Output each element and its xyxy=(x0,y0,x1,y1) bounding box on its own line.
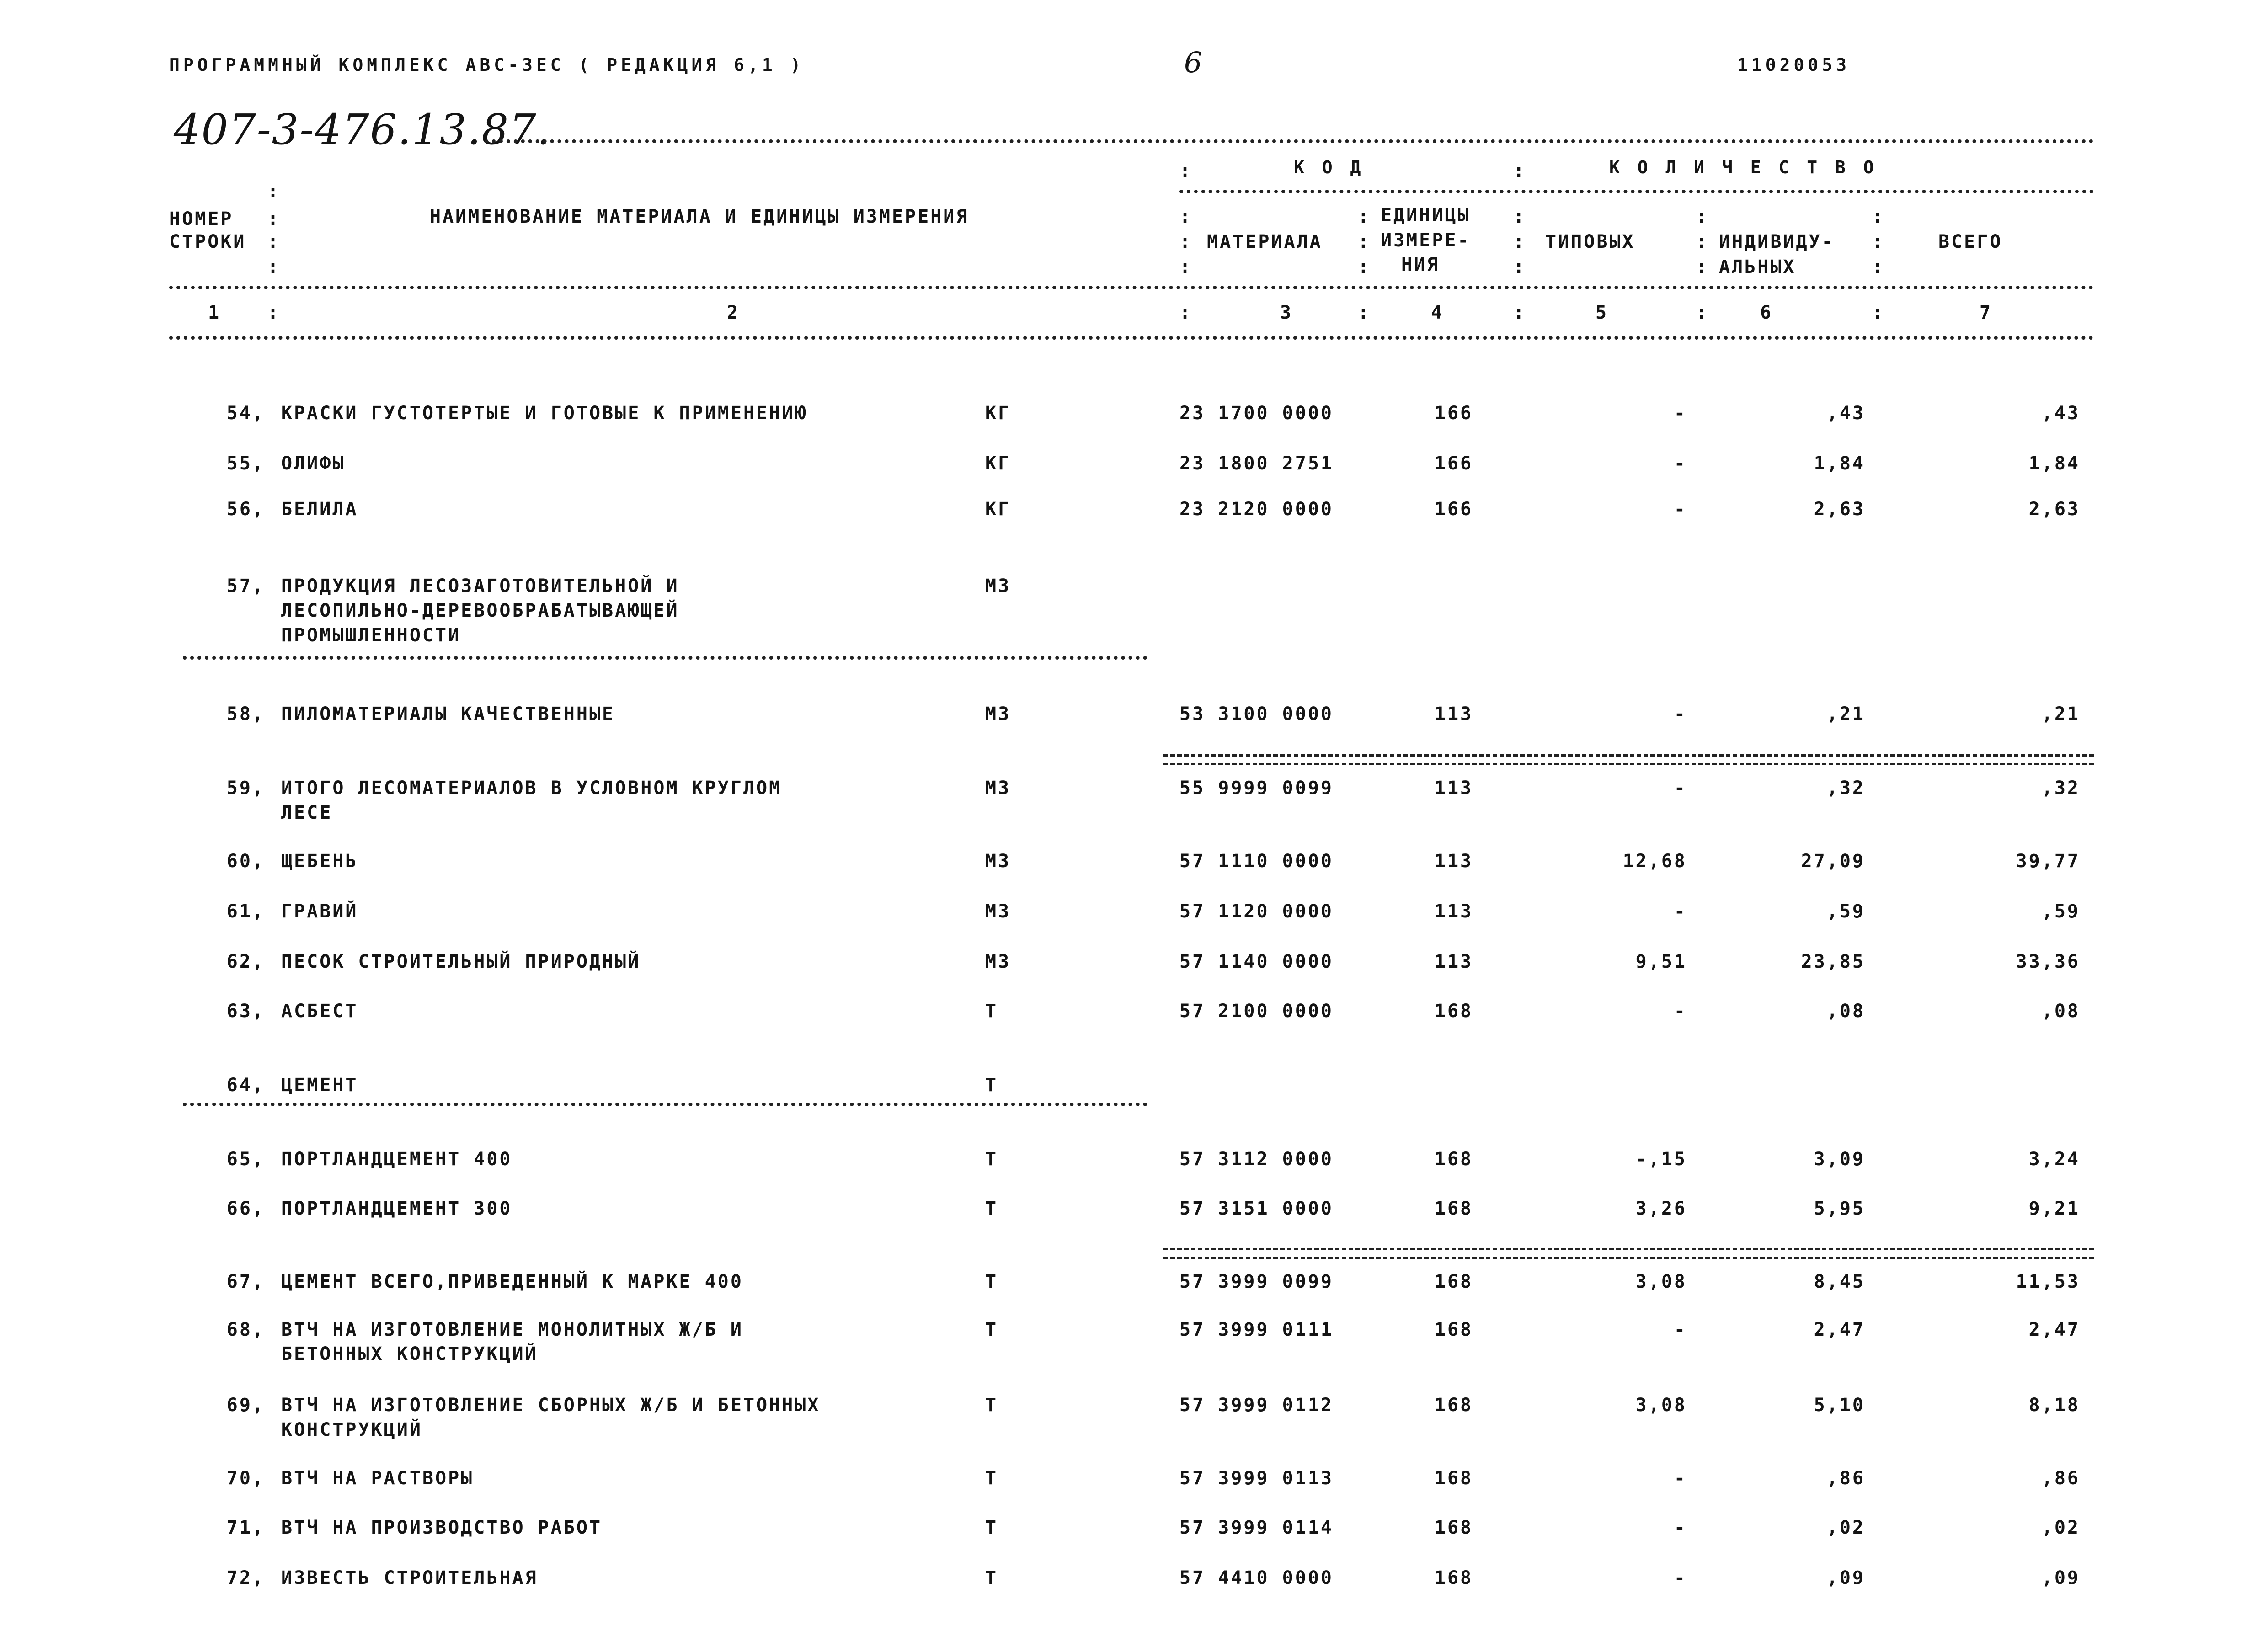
row-total: ,08 xyxy=(2041,1001,2080,1022)
row-individual: 2,47 xyxy=(1814,1319,1865,1340)
row-total: 3,24 xyxy=(2028,1149,2080,1170)
row-typical: - xyxy=(1674,453,1687,474)
separator: : xyxy=(1696,302,1709,323)
row-material-code: 57 1140 0000 xyxy=(1179,951,1334,972)
row-unit: М3 xyxy=(985,576,1011,597)
col-individual-label-2: АЛЬНЫХ xyxy=(1719,256,1796,277)
separator: : xyxy=(1179,256,1193,277)
separator: : xyxy=(1358,206,1371,227)
row-measure-code: 168 xyxy=(1434,1271,1473,1292)
group-code-label: К О Д xyxy=(1294,157,1365,177)
row-total: 2,47 xyxy=(2028,1319,2080,1340)
col-number-label-1: НОМЕР xyxy=(169,208,234,229)
row-measure-code: 113 xyxy=(1434,901,1473,922)
col-measure-label-3: НИЯ xyxy=(1401,254,1440,275)
row-unit: М3 xyxy=(985,704,1011,725)
row-name: ПЕСОК СТРОИТЕЛЬНЫЙ ПРИРОДНЫЙ xyxy=(281,951,641,972)
document-code: 11020053 xyxy=(1737,55,1851,75)
row-unit: Т xyxy=(985,1395,998,1416)
row-individual: 2,63 xyxy=(1814,499,1865,520)
row-unit: Т xyxy=(985,1075,998,1096)
row-typical: - xyxy=(1674,1517,1687,1538)
row-total: ,86 xyxy=(2041,1468,2080,1489)
row-measure-code: 168 xyxy=(1434,1468,1473,1489)
row-total: ,59 xyxy=(2041,901,2080,922)
separator: : xyxy=(1358,256,1371,277)
col-number-1: 1 xyxy=(208,302,221,323)
row-unit: Т xyxy=(985,1149,998,1170)
header-rule-mid xyxy=(1179,190,2094,193)
row-individual: ,32 xyxy=(1826,778,1865,799)
row-number: 66, xyxy=(226,1198,265,1219)
row-typical: 3,08 xyxy=(1635,1271,1687,1292)
separator: : xyxy=(1696,231,1709,252)
row-number: 62, xyxy=(226,951,265,972)
row-name: ПОРТЛАНДЦЕМЕНТ 300 xyxy=(281,1198,512,1219)
separator: : xyxy=(1513,206,1526,227)
col-measure-label-2: ИЗМЕРЕ- xyxy=(1381,230,1471,251)
row-material-code: 57 1110 0000 xyxy=(1179,851,1334,872)
row-measure-code: 113 xyxy=(1434,851,1473,872)
row-material-code: 53 3100 0000 xyxy=(1179,704,1334,725)
row-number: 58, xyxy=(226,704,265,725)
col-number-3: 3 xyxy=(1280,302,1293,323)
separator: : xyxy=(1872,256,1885,277)
row-measure-code: 168 xyxy=(1434,1149,1473,1170)
row-individual: ,43 xyxy=(1826,403,1865,424)
row-name: ЦЕМЕНТ ВСЕГО,ПРИВЕДЕННЫЙ К МАРКЕ 400 xyxy=(281,1271,743,1292)
row-total: ,21 xyxy=(2041,704,2080,725)
row-typical: 3,08 xyxy=(1635,1395,1687,1416)
row-unit: Т xyxy=(985,1001,998,1022)
header-rule-lower xyxy=(169,286,2094,289)
separator: : xyxy=(1513,302,1526,323)
separator: : xyxy=(1513,160,1526,181)
row-number: 56, xyxy=(226,499,265,520)
row-typical: - xyxy=(1674,1468,1687,1489)
row-name-continued: ЛЕСОПИЛЬНО-ДЕРЕВООБРАБАТЫВАЮЩЕЙ xyxy=(281,600,679,621)
row-material-code: 23 1800 2751 xyxy=(1179,453,1334,474)
row-unit: Т xyxy=(985,1198,998,1219)
row-total: 9,21 xyxy=(2028,1198,2080,1219)
row-unit: Т xyxy=(985,1517,998,1538)
separator: : xyxy=(267,231,281,252)
program-title: ПРОГРАММНЫЙ КОМПЛЕКС АВС-ЗЕС ( РЕДАКЦИЯ 6,1 ) xyxy=(169,55,805,75)
row-measure-code: 113 xyxy=(1434,951,1473,972)
row-name: ИТОГО ЛЕСОМАТЕРИАЛОВ В УСЛОВНОМ КРУГЛОМ xyxy=(281,778,782,799)
row-material-code: 57 3112 0000 xyxy=(1179,1149,1334,1170)
row-material-code: 57 1120 0000 xyxy=(1179,901,1334,922)
row-material-code: 57 3999 0114 xyxy=(1179,1517,1334,1538)
separator: : xyxy=(267,181,281,202)
row-material-code: 57 3999 0113 xyxy=(1179,1468,1334,1489)
row-name-continued: БЕТОННЫХ КОНСТРУКЦИЙ xyxy=(281,1343,538,1365)
col-number-2: 2 xyxy=(727,302,740,323)
row-number: 59, xyxy=(226,778,265,799)
row-unit: КГ xyxy=(985,499,1011,520)
separator: : xyxy=(1358,231,1371,252)
row-name-continued: ПРОМЫШЛЕННОСТИ xyxy=(281,625,461,646)
row-name-continued: КОНСТРУКЦИЙ xyxy=(281,1419,422,1440)
row-typical: 3,26 xyxy=(1635,1198,1687,1219)
row-typical: - xyxy=(1674,403,1687,424)
separator: : xyxy=(1872,206,1885,227)
row-individual: 1,84 xyxy=(1814,453,1865,474)
row-material-code: 23 1700 0000 xyxy=(1179,403,1334,424)
row-total: 11,53 xyxy=(2016,1271,2080,1292)
row-typical: - xyxy=(1674,499,1687,520)
row-individual: 5,95 xyxy=(1814,1198,1865,1219)
row-material-code: 23 2120 0000 xyxy=(1179,499,1334,520)
row-measure-code: 168 xyxy=(1434,1319,1473,1340)
col-number-6: 6 xyxy=(1760,302,1773,323)
row-name: ПИЛОМАТЕРИАЛЫ КАЧЕСТВЕННЫЕ xyxy=(281,704,615,725)
row-total: ,02 xyxy=(2041,1517,2080,1538)
row-individual: ,86 xyxy=(1826,1468,1865,1489)
row-total: 2,63 xyxy=(2028,499,2080,520)
row-number: 67, xyxy=(226,1271,265,1292)
row-typical: - xyxy=(1674,1001,1687,1022)
page-number: 6 xyxy=(1184,46,1202,79)
row-name: ОЛИФЫ xyxy=(281,453,346,474)
row-name: ГРАВИЙ xyxy=(281,901,358,922)
row-individual: 5,10 xyxy=(1814,1395,1865,1416)
row-number: 65, xyxy=(226,1149,265,1170)
row-unit: КГ xyxy=(985,453,1011,474)
row-total: 1,84 xyxy=(2028,453,2080,474)
separator: : xyxy=(1696,206,1709,227)
col-number-label-2: СТРОКИ xyxy=(169,231,246,252)
separator: : xyxy=(1358,302,1371,323)
handwritten-reference: 407-3-476.13.87. xyxy=(174,105,551,154)
separator: : xyxy=(1696,256,1709,277)
row-typical: - xyxy=(1674,778,1687,799)
row-individual: ,21 xyxy=(1826,704,1865,725)
row-total: 8,18 xyxy=(2028,1395,2080,1416)
row-name: ВТЧ НА ИЗГОТОВЛЕНИЕ СБОРНЫХ Ж/Б И БЕТОННЫХ xyxy=(281,1395,821,1416)
row-name: ЦЕМЕНТ xyxy=(281,1075,358,1096)
row-unit: М3 xyxy=(985,851,1011,872)
separator: : xyxy=(1179,302,1193,323)
header-rule-bottom xyxy=(169,336,2094,340)
group-quantity-label: К О Л И Ч Е С Т В О xyxy=(1609,157,1878,177)
separator: : xyxy=(1179,160,1193,181)
separator: : xyxy=(1872,231,1885,252)
row-typical: -,15 xyxy=(1635,1149,1687,1170)
col-total-label: ВСЕГО xyxy=(1938,231,2003,252)
row-number: 71, xyxy=(226,1517,265,1538)
separator: : xyxy=(267,256,281,277)
row-material-code: 57 3999 0112 xyxy=(1179,1395,1334,1416)
row-unit: КГ xyxy=(985,403,1011,424)
row-number: 64, xyxy=(226,1075,265,1096)
separator: : xyxy=(1872,302,1885,323)
row-measure-code: 113 xyxy=(1434,704,1473,725)
row-name: ПРОДУКЦИЯ ЛЕСОЗАГОТОВИТЕЛЬНОЙ И xyxy=(281,576,679,597)
row-material-code: 55 9999 0099 xyxy=(1179,778,1334,799)
row-name: БЕЛИЛА xyxy=(281,499,358,520)
row-material-code: 57 3999 0111 xyxy=(1179,1319,1334,1340)
row-name: ВТЧ НА ПРОИЗВОДСТВО РАБОТ xyxy=(281,1517,603,1538)
row-material-code: 57 2100 0000 xyxy=(1179,1001,1334,1022)
row-measure-code: 168 xyxy=(1434,1198,1473,1219)
row-typical: - xyxy=(1674,704,1687,725)
row-number: 61, xyxy=(226,901,265,922)
row-total: 39,77 xyxy=(2016,851,2080,872)
row-unit: М3 xyxy=(985,951,1011,972)
row-material-code: 57 4410 0000 xyxy=(1179,1567,1334,1588)
row-number: 70, xyxy=(226,1468,265,1489)
row-individual: ,59 xyxy=(1826,901,1865,922)
col-name-label: НАИМЕНОВАНИЕ МАТЕРИАЛА И ЕДИНИЦЫ ИЗМЕРЕНИЯ xyxy=(430,206,969,227)
row-measure-code: 168 xyxy=(1434,1517,1473,1538)
subtotal-rule xyxy=(1163,754,2094,765)
row-total: ,09 xyxy=(2041,1567,2080,1588)
row-number: 69, xyxy=(226,1395,265,1416)
separator: : xyxy=(1179,231,1193,252)
row-individual: 8,45 xyxy=(1814,1271,1865,1292)
separator: : xyxy=(267,302,281,323)
row-individual: 27,09 xyxy=(1801,851,1865,872)
row-measure-code: 166 xyxy=(1434,499,1473,520)
row-unit: Т xyxy=(985,1468,998,1489)
col-number-5: 5 xyxy=(1596,302,1609,323)
separator: : xyxy=(1179,206,1193,227)
row-name: ПОРТЛАНДЦЕМЕНТ 400 xyxy=(281,1149,512,1170)
section-rule xyxy=(183,1103,1147,1106)
row-individual: 3,09 xyxy=(1814,1149,1865,1170)
separator: : xyxy=(1513,256,1526,277)
row-name: КРАСКИ ГУСТОТЕРТЫЕ И ГОТОВЫЕ К ПРИМЕНЕНИЮ xyxy=(281,403,808,424)
row-typical: 9,51 xyxy=(1635,951,1687,972)
row-measure-code: 168 xyxy=(1434,1001,1473,1022)
row-measure-code: 166 xyxy=(1434,453,1473,474)
row-name: АСБЕСТ xyxy=(281,1001,358,1022)
row-name-continued: ЛЕСЕ xyxy=(281,802,333,823)
row-typical: - xyxy=(1674,901,1687,922)
row-name: ЩЕБЕНЬ xyxy=(281,851,358,872)
row-total: ,32 xyxy=(2041,778,2080,799)
section-rule xyxy=(183,656,1147,660)
row-measure-code: 113 xyxy=(1434,778,1473,799)
col-typical-label: ТИПОВЫХ xyxy=(1545,231,1635,252)
row-individual: ,02 xyxy=(1826,1517,1865,1538)
row-individual: ,09 xyxy=(1826,1567,1865,1588)
col-individual-label-1: ИНДИВИДУ- xyxy=(1719,231,1835,252)
row-typical: - xyxy=(1674,1567,1687,1588)
row-number: 57, xyxy=(226,576,265,597)
row-material-code: 57 3999 0099 xyxy=(1179,1271,1334,1292)
row-typical: 12,68 xyxy=(1622,851,1687,872)
row-name: ВТЧ НА РАСТВОРЫ xyxy=(281,1468,474,1489)
row-unit: Т xyxy=(985,1271,998,1292)
row-measure-code: 168 xyxy=(1434,1567,1473,1588)
row-individual: 23,85 xyxy=(1801,951,1865,972)
row-measure-code: 166 xyxy=(1434,403,1473,424)
row-name: ИЗВЕСТЬ СТРОИТЕЛЬНАЯ xyxy=(281,1567,538,1588)
row-unit: М3 xyxy=(985,778,1011,799)
subtotal-rule xyxy=(1163,1248,2094,1259)
row-number: 55, xyxy=(226,453,265,474)
col-material-code-label: МАТЕРИАЛА xyxy=(1207,231,1323,252)
row-total: ,43 xyxy=(2041,403,2080,424)
col-number-4: 4 xyxy=(1431,302,1444,323)
separator: : xyxy=(267,208,281,229)
row-number: 68, xyxy=(226,1319,265,1340)
row-number: 63, xyxy=(226,1001,265,1022)
row-number: 72, xyxy=(226,1567,265,1588)
row-name: ВТЧ НА ИЗГОТОВЛЕНИЕ МОНОЛИТНЫХ Ж/Б И xyxy=(281,1319,743,1340)
row-number: 60, xyxy=(226,851,265,872)
row-individual: ,08 xyxy=(1826,1001,1865,1022)
row-unit: Т xyxy=(985,1319,998,1340)
header-rule-top xyxy=(485,139,2094,143)
row-measure-code: 168 xyxy=(1434,1395,1473,1416)
row-number: 54, xyxy=(226,403,265,424)
col-number-7: 7 xyxy=(1980,302,1993,323)
row-material-code: 57 3151 0000 xyxy=(1179,1198,1334,1219)
row-unit: Т xyxy=(985,1567,998,1588)
row-total: 33,36 xyxy=(2016,951,2080,972)
row-unit: М3 xyxy=(985,901,1011,922)
col-measure-label-1: ЕДИНИЦЫ xyxy=(1381,205,1471,226)
separator: : xyxy=(1513,231,1526,252)
row-typical: - xyxy=(1674,1319,1687,1340)
